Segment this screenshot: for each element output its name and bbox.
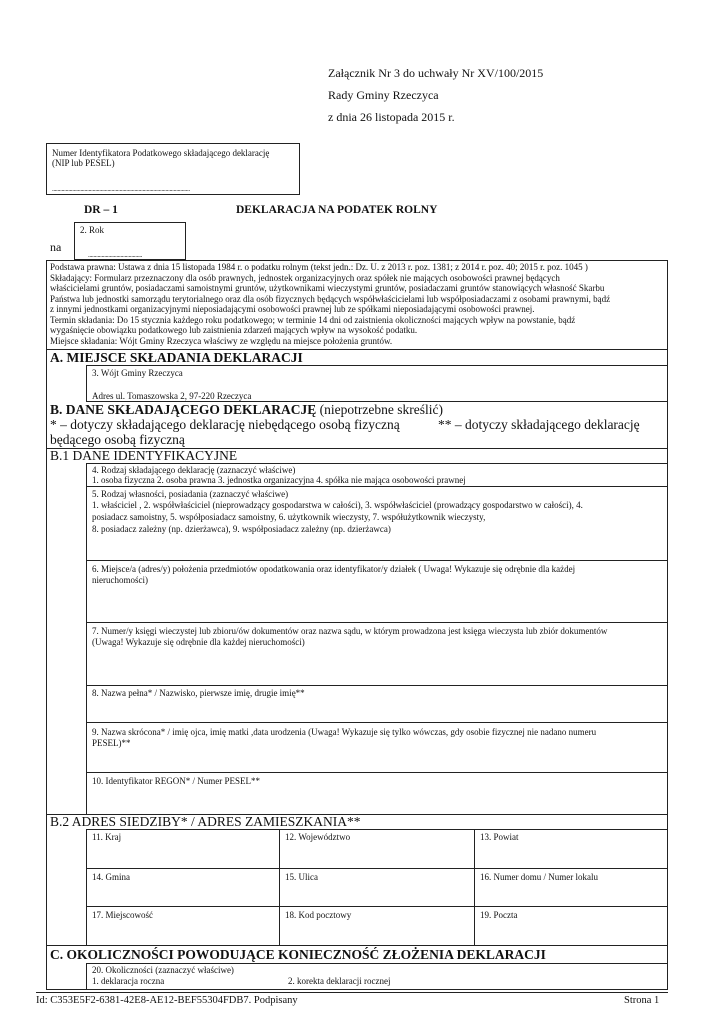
field-5-label: 5. Rodzaj własności, posiadania (zaznaczyć właściwe) bbox=[92, 489, 289, 499]
section-b-title bbox=[50, 403, 443, 417]
field-12-label: 12. Województwo bbox=[285, 832, 351, 842]
legal-line-8: Miejsce składania: Wójt Gminy Rzeczyca właściwy ze względu na miejsce położenia gruntów. bbox=[50, 335, 393, 346]
nip-label-line-2: (NIP lub PESEL) bbox=[52, 158, 115, 168]
field-7-line-1: 7. Numer/y księgi wieczystej lub zbioru/ów dokumentów oraz nazwa sądu, w którym prowadzona jest księga wieczysta lub zbiór dokumentów bbox=[92, 626, 608, 636]
option-annual-declaration[interactable]: 1. deklaracja roczna bbox=[92, 976, 165, 986]
section-a-title: A. MIEJSCE SKŁADANIA DEKLARACJI bbox=[50, 350, 303, 365]
section-b-note-3: będącego osobą fizyczną bbox=[50, 432, 185, 447]
legal-line-3: właścicielami gruntów, posiadaczami samoistnymi gruntów, użytkownikami wieczystymi gruntów, posiadaczami gruntów stanowiących własność Skarbu bbox=[50, 283, 605, 293]
form-code: DR – 1 bbox=[84, 204, 118, 216]
footer-page-number: Strona 1 bbox=[624, 995, 660, 1006]
divider bbox=[86, 963, 668, 964]
section-b-note-1: * – dotyczy składającego deklarację niebędącego osobą fizyczną bbox=[50, 417, 400, 432]
field-3-address: Adres ul. Tomaszowska 2, 97-220 Rzeczyca bbox=[92, 391, 252, 401]
field-3-label: 3. Wójt Gminy Rzeczyca bbox=[92, 368, 183, 378]
b1-left-rule bbox=[86, 463, 87, 814]
field-15-label: 15. Ulica bbox=[285, 872, 318, 882]
field-16-label: 16. Numer domu / Numer lokalu bbox=[480, 872, 598, 882]
field-6-line-1: 6. Miejsce/a (adres/y) położenia przedmiotów opodatkowania oraz identyfikator/y działek ( Uwaga! Wykazuje się odrębnie dla każdej bbox=[92, 564, 576, 574]
field-17-label: 17. Miejscowość bbox=[92, 910, 153, 920]
form-title: DEKLARACJA NA PODATEK ROLNY bbox=[236, 204, 438, 216]
b2-left-rule bbox=[86, 829, 87, 945]
nip-dots: ...................................................................................................... bbox=[52, 185, 190, 193]
field-10-label: 10. Identyfikator REGON* / Numer PESEL** bbox=[92, 776, 260, 786]
divider bbox=[46, 945, 668, 946]
attachment-line-1: Załącznik Nr 3 do uchwały Nr XV/100/2015 bbox=[328, 66, 544, 80]
divider bbox=[86, 622, 668, 623]
year-label: 2. Rok bbox=[80, 225, 105, 235]
section-b1-title: B.1 DANE IDENTYFIKACYJNE bbox=[50, 448, 238, 463]
field-8-label: 8. Nazwa pełna* / Nazwisko, pierwsze imię, drugie imię** bbox=[92, 688, 305, 698]
footer-rule bbox=[36, 992, 668, 993]
legal-basis bbox=[50, 262, 664, 346]
option-correction[interactable]: 2. korekta deklaracji rocznej bbox=[288, 976, 391, 986]
divider bbox=[86, 829, 668, 830]
section-c-title: C. OKOLICZNOŚCI POWODUJĄCE KONIECZNOŚĆ ZŁOŻENIA DEKLARACJI bbox=[50, 947, 546, 962]
legal-line-5: z innymi jednostkami organizacyjnymi nieposiadającymi osobowości prawnej lub ze spółkami nieposiadającymi osobowości prawnej. bbox=[50, 304, 535, 314]
b2-col-rule-2 bbox=[474, 829, 475, 945]
legal-line-2: Składający: Formularz przeznaczony dla osób prawnych, jednostek organizacyjnych oraz spółek nie mających osobowości prawnej będących bbox=[50, 272, 560, 283]
section-b2-title: B.2 ADRES SIEDZIBY* / ADRES ZAMIESZKANIA** bbox=[50, 814, 361, 829]
legal-line-7: wygaśnięcie obowiązku podatkowego lub zaistnienia zdarzeń mających wpływ na wysokość podatku. bbox=[50, 325, 418, 335]
field-19-label: 19. Poczta bbox=[480, 910, 518, 920]
divider bbox=[86, 486, 668, 487]
divider bbox=[86, 772, 668, 773]
divider bbox=[86, 722, 668, 723]
field-5-line-1[interactable]: 1. właściciel , 2. współwłaściciel (nieprowadzący gospodarstwa w całości), 3. współwłaściciel (prowadzący gospodarstwo w całości), 4. bbox=[92, 500, 583, 510]
field-5-line-3[interactable]: 8. posiadacz zależny (np. dzierżawca), 9. współposiadacz zależny (np. dzierżawca) bbox=[92, 524, 391, 534]
field-9-line-1: 9. Nazwa skrócona* / imię ojca, imię matki ,data urodzenia (Uwaga! Wykazuje się tylko wówczas, gdy osobie fizycznej nie nadano numeru bbox=[92, 727, 597, 737]
legal-line-4: Państwa lub jednostki samorządu terytorialnego oraz dla osób fizycznych będących współwłaścicielami lub współposiadaczami z osobami prawnymi, bądź bbox=[50, 293, 611, 304]
field-9-line-2: PESEL)** bbox=[92, 738, 131, 748]
nip-label-line-1: Numer Identyfikatora Podatkowego składającego deklarację bbox=[52, 148, 270, 158]
divider bbox=[86, 685, 668, 686]
field-4-options[interactable]: 1. osoba fizyczna 2. osoba prawna 3. jednostka organizacyjna 4. spółka nie mająca osobowości prawnej bbox=[92, 475, 466, 485]
attachment-line-3: z dnia 26 listopada 2015 r. bbox=[328, 110, 455, 124]
divider bbox=[86, 868, 668, 869]
field-4-label: 4. Rodzaj składającego deklarację (zaznaczyć właściwe) bbox=[92, 465, 296, 475]
divider bbox=[86, 906, 668, 907]
field-6-line-2: nieruchomości) bbox=[92, 575, 148, 585]
legal-line-6: Termin składania: Do 15 stycznia każdego roku podatkowego; w terminie 14 dni od zaistnienia okoliczności mających wpływ na powstanie, bądź bbox=[50, 314, 576, 325]
section-b-title-note: (niepotrzebne skreślić) bbox=[316, 402, 443, 417]
section-b-title-bold: B. DANE SKŁADAJĄCEGO DEKLARACJĘ bbox=[50, 402, 317, 417]
field-20-label: 20. Okoliczności (zaznaczyć właściwe) bbox=[92, 965, 234, 975]
year-dots: ........................................ bbox=[88, 251, 143, 259]
field-7-line-2: (Uwaga! Wykazuje się odrębnie dla każdej nieruchomości) bbox=[92, 637, 305, 647]
field-5-line-2[interactable]: posiadacz samoistny, 5. współposiadacz samoistny, 6. użytkownik wieczysty, 7. współużytkownik wieczysty, bbox=[92, 512, 486, 522]
field-13-label: 13. Powiat bbox=[480, 832, 519, 842]
b2-col-rule-1 bbox=[279, 829, 280, 945]
field-18-label: 18. Kod pocztowy bbox=[285, 910, 352, 920]
c-left-rule bbox=[86, 963, 87, 990]
year-prefix: na bbox=[50, 240, 62, 254]
divider bbox=[86, 560, 668, 561]
attachment-line-2: Rady Gminy Rzeczyca bbox=[328, 88, 439, 102]
divider bbox=[86, 463, 668, 464]
footer-document-id: Id: C353E5F2-6381-42E8-AE12-BEF55304FDB7. Podpisany bbox=[36, 995, 298, 1006]
legal-line-1: Podstawa prawna: Ustawa z dnia 15 listopada 1984 r. o podatku rolnym (tekst jedn.: Dz. U. z 2013 r. poz. 1381; z 2014 r. poz. 40; 2015 r. poz. 1045 ) bbox=[50, 262, 588, 272]
section-b-note-2: ** – dotyczy składającego deklarację bbox=[438, 417, 640, 432]
field-11-label: 11. Kraj bbox=[92, 832, 122, 842]
field-14-label: 14. Gmina bbox=[92, 872, 130, 882]
